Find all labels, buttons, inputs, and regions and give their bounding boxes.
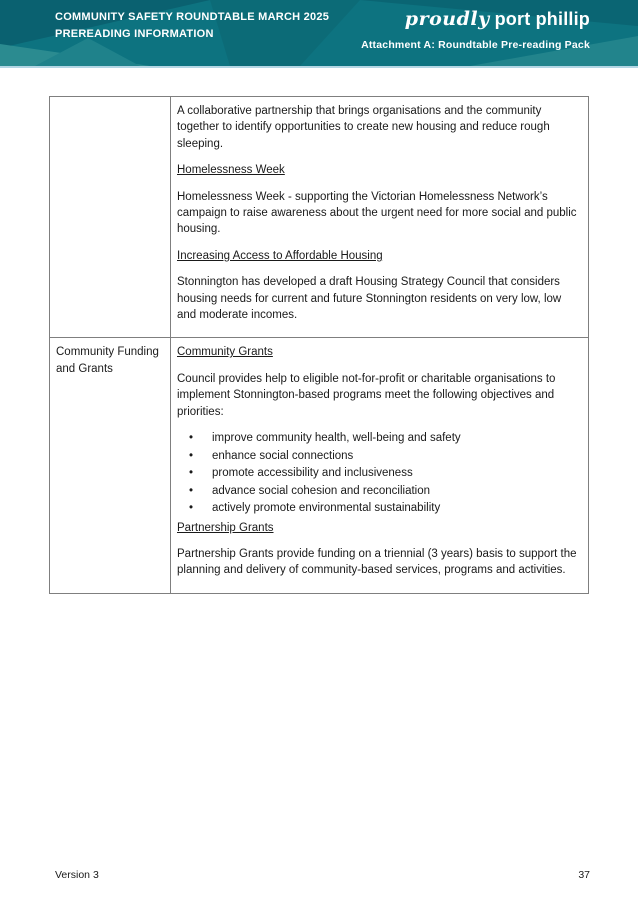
title-line-1: COMMUNITY SAFETY ROUNDTABLE MARCH 2025 — [55, 11, 330, 23]
row-label-cell — [50, 338, 171, 593]
logo-bold-text: port phillip — [494, 9, 590, 29]
paragraph: A collaborative partnership that brings organisations and the community together to identify opportunities to create new housing and reduce rough sleeping. — [177, 105, 550, 150]
bullet-item: • promote accessibility and inclusiveness — [177, 465, 580, 483]
page-footer — [0, 869, 638, 885]
section-heading-affordable-housing: Increasing Access to Affordable Housing — [177, 249, 383, 262]
banner-right-block — [361, 6, 590, 51]
bullet-item: • improve community health, well-being and safety — [177, 430, 580, 448]
paragraph: Stonnington has developed a draft Housing Strategy Council that considers housing needs for current and future Stonnington residents on very low, low and moderate incomes. — [177, 276, 562, 322]
bullet-item: • enhance social connections — [177, 448, 580, 466]
bullet-item: • advance social cohesion and reconciliation — [177, 483, 580, 501]
section-heading-community-grants: Community Grants — [177, 346, 273, 359]
info-table — [49, 96, 589, 594]
paragraph: Partnership Grants provide funding on a triennial (3 years) basis to support the planning and delivery of community-based services, programs and activities. — [177, 548, 577, 577]
paragraph: Homelessness Week - supporting the Victorian Homelessness Network’s campaign to raise awareness about the urgent need for more social and public housing. — [177, 190, 577, 236]
logo-script-text: proudly — [404, 8, 490, 30]
bullet-item: • actively promote environmental sustainability — [177, 500, 580, 518]
row-label-cell-empty — [50, 97, 171, 338]
table-row-housing — [50, 97, 589, 338]
section-heading-homelessness-week: Homelessness Week — [177, 164, 285, 177]
title-line-2: PREREADING INFORMATION — [55, 28, 214, 40]
document-title — [55, 9, 329, 43]
attachment-subtitle: Attachment A: Roundtable Pre-reading Pack — [361, 39, 590, 51]
bullet-list — [177, 430, 580, 518]
version-label: Version 3 — [55, 869, 99, 881]
header-banner — [0, 0, 638, 66]
table-row-community-funding — [50, 338, 589, 593]
banner-underline — [0, 66, 638, 68]
row-content-cell — [171, 338, 589, 593]
paragraph: Council provides help to eligible not-for-profit or charitable organisations to implement Stonnington-based programs meet the following objectives and priorities: — [177, 372, 556, 418]
page-number: 37 — [578, 869, 590, 881]
row-content-cell — [171, 97, 589, 338]
section-heading-partnership-grants: Partnership Grants — [177, 521, 274, 534]
port-phillip-logo — [361, 6, 590, 34]
row-label: Community Funding and Grants — [56, 346, 159, 375]
